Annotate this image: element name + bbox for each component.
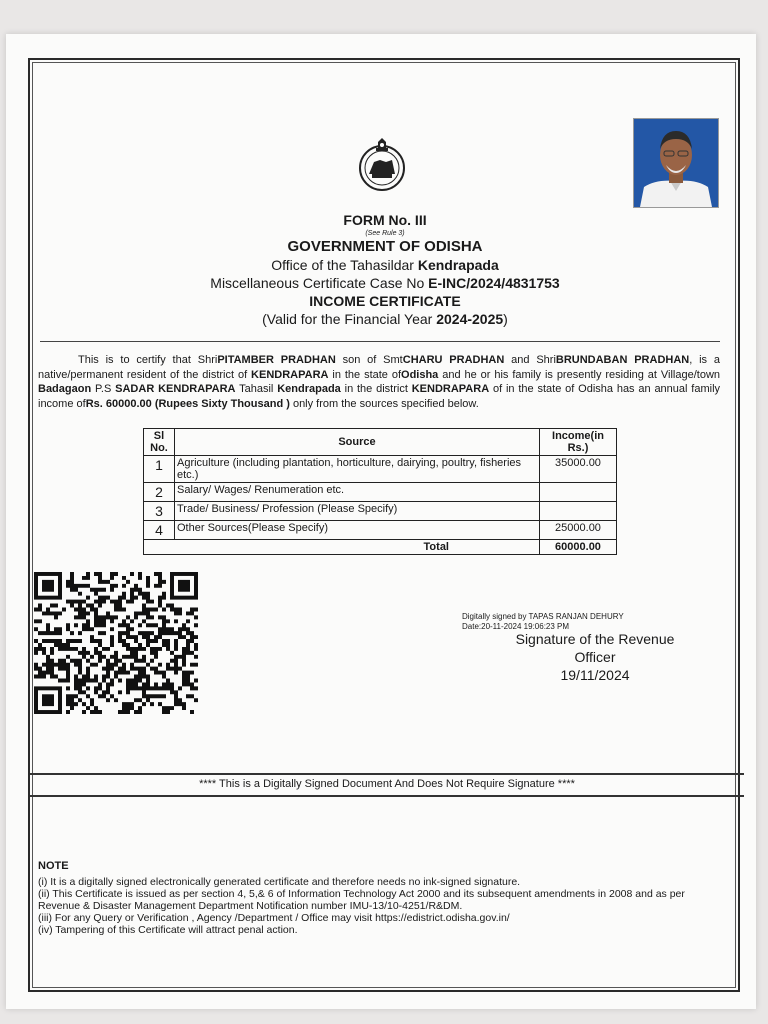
case-number-line: Miscellaneous Certificate Case No E-INC/2024/4831753 (210, 275, 560, 291)
applicant-name: PITAMBER PRADHAN (217, 354, 336, 366)
col-income: Income(in Rs.) (540, 429, 617, 456)
table-header-row (144, 429, 617, 456)
signed-date: Date:20-11-2024 19:06:23 PM (462, 622, 570, 631)
case-number: E-INC/2024/4831753 (428, 275, 560, 291)
odisha-emblem-icon (352, 134, 412, 194)
table-row: 4 Other Sources(Please Specify) 25000.00 (144, 521, 617, 540)
col-sl-no: Sl No. (144, 429, 175, 456)
office-place: Kendrapada (417, 257, 499, 273)
total-label: Total (144, 540, 540, 555)
header-divider (40, 341, 720, 342)
note-section (38, 860, 728, 936)
see-rule: (See Rule 3) (365, 230, 405, 237)
digital-signature-stamp (462, 612, 624, 632)
father-name: BRUNDABAN PRADHAN (555, 354, 690, 366)
note-title: NOTE (38, 860, 69, 872)
mother-name: CHARU PRADHAN (402, 354, 505, 366)
signature-date: 19/11/2024 (560, 667, 630, 683)
table-row: 2 Salary/ Wages/ Renumeration etc. (144, 483, 617, 502)
note-item: (iv) Tampering of this Certificate will attract penal action. (38, 924, 298, 936)
note-item: (ii) This Certificate is issued as per section 4, 5,& 6 of Information Technology Act 2000 and its subsequent amendments in 2008 and as per Revenue & Disaster Management Department Notification number IMU-13/10-4251/R&DM. (38, 888, 685, 912)
applicant-photo (633, 118, 719, 208)
validity-line: (Valid for the Financial Year 2024-2025) (262, 311, 508, 327)
table-row: 1 Agriculture (including plantation, horticulture, dairying, poultry, fisheries etc.) 35000.00 (144, 456, 617, 483)
form-number: FORM No. III (343, 212, 427, 228)
total-value: 60000.00 (540, 540, 617, 555)
government-title: GOVERNMENT OF ODISHA (287, 238, 483, 255)
financial-year: 2024-2025 (436, 311, 504, 327)
col-source: Source (175, 429, 540, 456)
notice-divider-top (30, 773, 744, 775)
signed-by: Digitally signed by TAPAS RANJAN DEHURY (462, 612, 624, 621)
notice-divider-bottom (30, 795, 744, 797)
table-total-row (144, 540, 617, 555)
income-sources-table (143, 428, 617, 555)
verification-qr-code (34, 572, 198, 714)
office-line: Office of the Tahasildar Kendrapada (271, 257, 499, 273)
certification-paragraph: This is to certify that ShriPITAMBER PRADHAN son of SmtCHARU PRADHAN and ShriBRUNDABAN PRADHAN, is a native/permanent resident of the district of KENDRAPARA in the state ofOdisha and he or his family is presently residing at Village/town Badagaon P.S SADAR KENDRAPARA Tahasil Kendrapada in the district KENDRAPARA of in the state of Odisha has an annual family income ofRs. 60000.00 (Rupees Sixty Thousand ) only from the sources specified below. (38, 354, 721, 410)
certificate-title: INCOME CERTIFICATE (309, 293, 461, 309)
signature-block: Signature of the Revenue Officer 19/11/2024 (470, 630, 720, 684)
note-item: (iii) For any Query or Verification , Agency /Department / Office may visit https://edistrict.odisha.gov.in/ (38, 912, 510, 924)
note-item: (i) It is a digitally signed electronically generated certificate and therefore needs no ink-signed signature. (38, 876, 521, 888)
annual-income: Rs. 60000.00 (Rupees Sixty Thousand ) (85, 397, 290, 410)
digital-signed-notice: **** This is a Digitally Signed Document And Does Not Require Signature **** (199, 778, 575, 790)
table-row: 3 Trade/ Business/ Profession (Please Specify) (144, 502, 617, 521)
